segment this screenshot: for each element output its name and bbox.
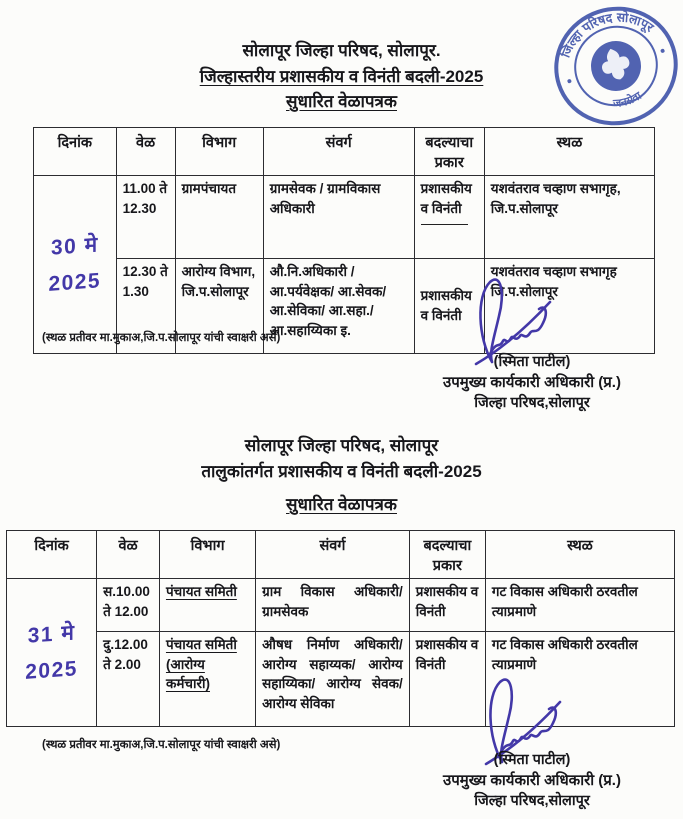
cadre-cell: औषध निर्माण अधिकारी/ आरोग्य सहाय्यक/ आरोग्य सहाय्यिका/ आरोग्य सेवक/ आरोग्य सेविका	[256, 632, 410, 727]
handwritten-date-line2: 2025	[48, 268, 102, 296]
time-cell: 11.00 ते 12.30	[116, 176, 175, 259]
time-cell: दु.12.00 ते 2.00	[97, 632, 160, 727]
venue-cell: गट विकास अधिकारी ठरवतील त्याप्रमाणे	[485, 579, 674, 632]
signatory-office: जिल्हा परिषद,सोलापूर	[474, 793, 590, 810]
department-cell: आरोग्य विभाग, जि.प.सोलापूर	[175, 259, 263, 354]
handwritten-date-cell	[34, 176, 117, 354]
section1-schedule-label: सुधारित वेळापत्रक	[286, 92, 397, 111]
ink-underline	[421, 224, 468, 225]
col-header-cadre: संवर्ग	[256, 531, 410, 579]
section2-subject: तालुकांतर्गत प्रशासकीय व विनंती बदली-2025	[201, 461, 482, 481]
transfer-type-cell: प्रशासकीय व विनंती	[409, 579, 485, 632]
venue-cell: गट विकास अधिकारी ठरवतील त्याप्रमाणे	[485, 632, 674, 727]
handwritten-date-line1: 30 मे	[50, 233, 99, 260]
seal-text-bottom: जनसेवा	[612, 89, 644, 110]
transfer-type-text: प्रशासकीय व विनंती	[420, 181, 472, 216]
section1-subject: जिल्हास्तरीय प्रशासकीय व विनंती बदली-2025	[199, 66, 484, 86]
col-header-time: वेळ	[116, 128, 175, 176]
signatory-designation: उपमुख्य कार्यकारी अधिकारी (प्र.)	[443, 772, 621, 790]
signatory-designation: उपमुख्य कार्यकारी अधिकारी (प्र.)	[443, 374, 621, 392]
department-cell: ग्रामपंचायत	[175, 176, 263, 259]
col-header-transfer-type: बदल्याचा प्रकार	[414, 128, 484, 176]
footnote: (स्थळ प्रतीवर मा.मुकाअ,जि.प.सोलापूर यांची स्वाक्षरी असे)	[42, 332, 281, 344]
org-title: सोलापूर जिल्हा परिषद, सोलापूर	[244, 436, 439, 455]
transfer-type-cell: प्रशासकीय व विनंती	[409, 632, 485, 727]
signatory-office: जिल्हा परिषद,सोलापूर	[474, 395, 590, 412]
signatory-block	[392, 352, 672, 414]
section1-heading	[0, 38, 683, 115]
seal-text-top: जिल्हा परिषद सोलापूर	[558, 10, 657, 60]
transfer-type-cell: प्रशासकीय व विनंती	[414, 259, 484, 354]
col-header-cadre: संवर्ग	[263, 128, 414, 176]
handwritten-date-cell	[7, 579, 97, 727]
col-header-department: विभाग	[175, 128, 263, 176]
table-row	[34, 176, 655, 259]
cadre-cell: ग्राम विकास अधिकारी/ ग्रामसेवक	[256, 579, 410, 632]
transfer-type-cell	[414, 176, 484, 259]
department-cell: पंचायत समिती (आरोग्य कर्मचारी)	[159, 632, 255, 727]
col-header-date: दिनांक	[7, 531, 97, 579]
signatory-name: (स्मिता पाटील)	[493, 752, 571, 768]
col-header-transfer-type: बदल्याचा प्रकार	[409, 531, 485, 579]
col-header-venue: स्थळ	[484, 128, 654, 176]
col-header-date: दिनांक	[34, 128, 117, 176]
handwritten-date-line2: 2025	[25, 656, 78, 684]
handwritten-date-line1: 31 मे	[27, 621, 76, 648]
col-header-venue: स्थळ	[485, 531, 674, 579]
district-transfer-schedule-table	[33, 127, 655, 354]
section2-schedule-label: सुधारित वेळापत्रक	[286, 495, 397, 514]
time-cell: स.10.00 ते 12.00	[97, 579, 160, 632]
col-header-department: विभाग	[159, 531, 255, 579]
time-cell: 12.30 ते 1.30	[116, 259, 175, 354]
cadre-cell: औ.नि.अधिकारी / आ.पर्यवेक्षक/ आ.सेवक/ आ.सेविका/ आ.सहा./आ.सहाय्यिका इ.	[263, 259, 414, 354]
cadre-cell: ग्रामसेवक / ग्रामविकास अधिकारी	[263, 176, 414, 259]
department-cell: पंचायत समिती	[159, 579, 255, 632]
table-row	[7, 579, 675, 632]
col-header-time: वेळ	[97, 531, 160, 579]
taluka-transfer-schedule-table	[6, 530, 675, 727]
signatory-name: (स्मिता पाटील)	[493, 354, 571, 370]
table-row	[7, 632, 675, 727]
footnote: (स्थळ प्रतीवर मा.मुकाअ,जि.प.सोलापूर यांची स्वाक्षरी असे)	[42, 739, 281, 751]
org-title: सोलापूर जिल्हा परिषद, सोलापूर.	[242, 41, 441, 60]
signatory-block	[392, 750, 672, 812]
section2-heading	[0, 433, 683, 484]
venue-cell: यशवंतराव चव्हाण सभागृह, जि.प.सोलापूर	[484, 176, 654, 259]
venue-cell: यशवंतराव चव्हाण सभागृह जि.प.सोलापूर	[484, 259, 654, 354]
